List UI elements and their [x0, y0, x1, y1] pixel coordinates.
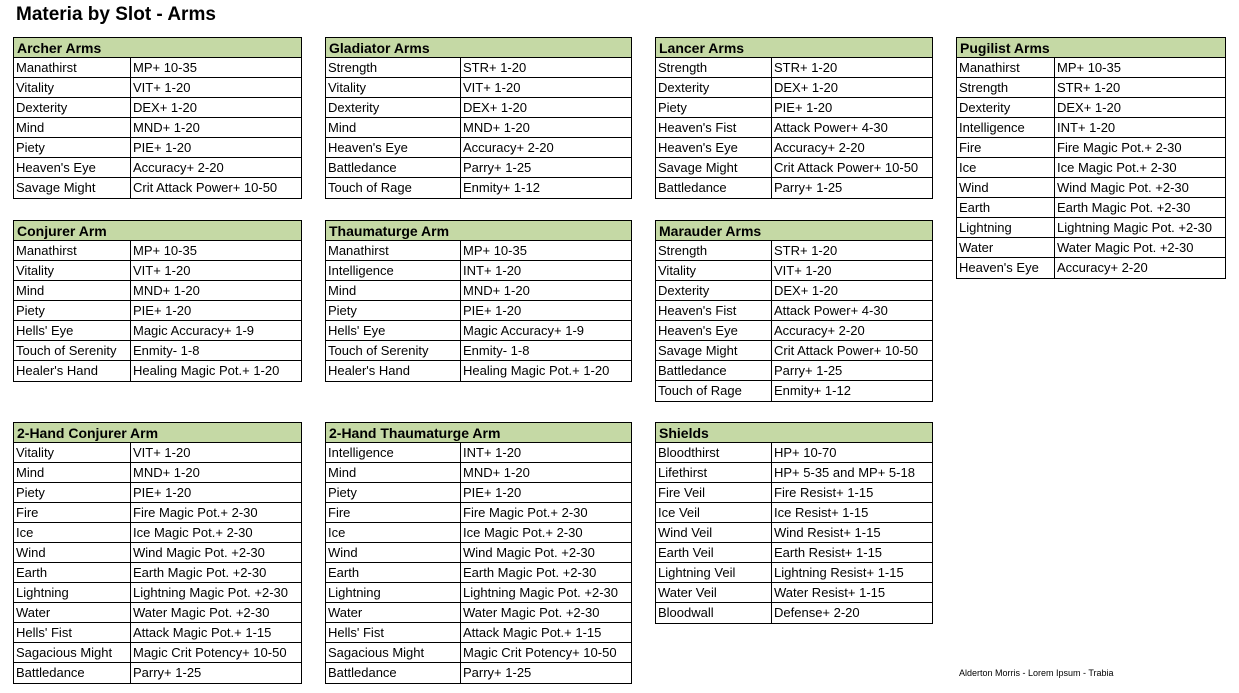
materia-effect: HP+ 5-35 and MP+ 5-18	[774, 465, 915, 480]
materia-effect: MND+ 1-20	[463, 465, 530, 480]
page-title: Materia by Slot - Arms	[16, 4, 216, 25]
materia-name: Piety	[326, 301, 461, 320]
materia-effect: INT+ 1-20	[1057, 120, 1116, 135]
materia-effect: INT+ 1-20	[463, 445, 522, 460]
materia-effect: PIE+ 1-20	[463, 303, 522, 318]
materia-effect: VIT+ 1-20	[133, 80, 191, 95]
materia-effect: Parry+ 1-25	[463, 160, 532, 175]
materia-effect: Lightning Magic Pot. +2-30	[463, 585, 619, 600]
table-row	[326, 58, 631, 78]
table-row	[957, 258, 1225, 278]
table-row	[656, 241, 932, 261]
materia-name: Lightning	[14, 583, 131, 602]
materia-name: Ice	[326, 523, 461, 542]
table-row	[656, 158, 932, 178]
materia-name: Wind	[957, 178, 1055, 197]
materia-name: Battledance	[14, 663, 131, 683]
materia-name: Water	[957, 238, 1055, 257]
table-row	[326, 98, 631, 118]
materia-effect: Magic Crit Potency+ 10-50	[133, 645, 287, 660]
materia-name: Mind	[14, 281, 131, 300]
table-row	[656, 483, 932, 503]
materia-effect: MP+ 10-35	[1057, 60, 1121, 75]
table-row	[656, 381, 932, 401]
materia-name: Battledance	[326, 158, 461, 177]
materia-name: Piety	[14, 138, 131, 157]
materia-name: Fire Veil	[656, 483, 772, 502]
table-row	[14, 463, 301, 483]
table-row	[326, 563, 631, 583]
materia-effect: Parry+ 1-25	[133, 665, 202, 680]
table-row	[14, 523, 301, 543]
table-row	[957, 178, 1225, 198]
table-row	[656, 261, 932, 281]
materia-effect: Magic Crit Potency+ 10-50	[463, 645, 617, 660]
credit-text: Alderton Morris - Lorem Ipsum - Trabia	[959, 668, 1114, 678]
materia-name: Fire	[957, 138, 1055, 157]
table-row	[326, 663, 631, 683]
table-row	[326, 138, 631, 158]
table-pugilist-arms	[956, 37, 1226, 279]
materia-effect: Earth Resist+ 1-15	[774, 545, 883, 560]
materia-effect: MP+ 10-35	[133, 60, 197, 75]
table-row	[656, 178, 932, 198]
materia-name: Heaven's Eye	[656, 138, 772, 157]
materia-name: Vitality	[656, 261, 772, 280]
materia-name: Earth	[957, 198, 1055, 217]
table-row	[656, 543, 932, 563]
materia-effect: PIE+ 1-20	[133, 303, 192, 318]
table-row	[957, 218, 1225, 238]
table-row	[656, 78, 932, 98]
table-row	[326, 78, 631, 98]
materia-name: Mind	[326, 118, 461, 137]
materia-effect: STR+ 1-20	[774, 60, 838, 75]
materia-effect: DEX+ 1-20	[774, 80, 838, 95]
materia-effect: STR+ 1-20	[463, 60, 527, 75]
materia-effect: VIT+ 1-20	[463, 80, 521, 95]
materia-effect: Earth Magic Pot. +2-30	[463, 565, 597, 580]
table-archer-arms	[13, 37, 302, 199]
materia-name: Heaven's Eye	[957, 258, 1055, 278]
table-conjurer-arm	[13, 220, 302, 382]
materia-effect: Magic Accuracy+ 1-9	[133, 323, 255, 338]
materia-name: Touch of Rage	[326, 178, 461, 198]
table-row	[957, 198, 1225, 218]
table-row	[656, 118, 932, 138]
materia-effect: Wind Resist+ 1-15	[774, 525, 881, 540]
table-row	[957, 118, 1225, 138]
materia-effect: VIT+ 1-20	[774, 263, 832, 278]
materia-effect: DEX+ 1-20	[463, 100, 527, 115]
materia-name: Vitality	[14, 443, 131, 462]
table-row	[656, 463, 932, 483]
table-row	[14, 301, 301, 321]
table-row	[957, 78, 1225, 98]
materia-name: Lightning	[326, 583, 461, 602]
materia-name: Earth	[14, 563, 131, 582]
materia-effect: Healing Magic Pot.+ 1-20	[133, 363, 280, 378]
materia-name: Heaven's Eye	[326, 138, 461, 157]
table-row	[326, 361, 631, 381]
materia-effect: Earth Magic Pot. +2-30	[1057, 200, 1191, 215]
materia-effect: Water Magic Pot. +2-30	[463, 605, 600, 620]
table-row	[326, 281, 631, 301]
materia-name: Water	[14, 603, 131, 622]
table-row	[656, 341, 932, 361]
table-row	[326, 443, 631, 463]
table-row	[14, 361, 301, 381]
table-2-hand-conjurer-arm	[13, 422, 302, 684]
table-row	[326, 178, 631, 198]
table-row	[656, 443, 932, 463]
materia-name: Battledance	[656, 361, 772, 380]
table-row	[656, 301, 932, 321]
materia-name: Water	[326, 603, 461, 622]
materia-name: Healer's Hand	[14, 361, 131, 381]
materia-effect: MND+ 1-20	[133, 283, 200, 298]
table-row	[14, 178, 301, 198]
table-row	[326, 158, 631, 178]
table-row	[326, 623, 631, 643]
table-row	[656, 503, 932, 523]
table-row	[14, 78, 301, 98]
materia-name: Piety	[14, 483, 131, 502]
materia-effect: Parry+ 1-25	[774, 363, 843, 378]
materia-effect: MP+ 10-35	[463, 243, 527, 258]
table-header: 2-Hand Conjurer Arm	[14, 423, 301, 443]
materia-effect: Fire Resist+ 1-15	[774, 485, 874, 500]
table-row	[14, 663, 301, 683]
materia-name: Hells' Eye	[14, 321, 131, 340]
materia-effect: Water Resist+ 1-15	[774, 585, 886, 600]
materia-name: Lightning	[957, 218, 1055, 237]
table-row	[14, 503, 301, 523]
materia-name: Mind	[14, 118, 131, 137]
materia-name: Earth	[326, 563, 461, 582]
materia-effect: PIE+ 1-20	[774, 100, 833, 115]
table-row	[14, 563, 301, 583]
materia-name: Piety	[326, 483, 461, 502]
table-row	[14, 623, 301, 643]
materia-name: Lifethirst	[656, 463, 772, 482]
table-row	[326, 341, 631, 361]
materia-effect: Fire Magic Pot.+ 2-30	[133, 505, 258, 520]
materia-effect: Accuracy+ 2-20	[774, 323, 865, 338]
table-row	[656, 361, 932, 381]
table-row	[656, 583, 932, 603]
materia-name: Hells' Fist	[326, 623, 461, 642]
materia-name: Ice	[957, 158, 1055, 177]
table-header: Gladiator Arms	[326, 38, 631, 58]
materia-effect: Attack Magic Pot.+ 1-15	[463, 625, 602, 640]
materia-effect: Enmity- 1-8	[463, 343, 530, 358]
table-header: Thaumaturge Arm	[326, 221, 631, 241]
table-row	[656, 523, 932, 543]
materia-name: Bloodwall	[656, 603, 772, 623]
table-row	[14, 483, 301, 503]
table-marauder-arms	[655, 220, 933, 402]
materia-effect: Accuracy+ 2-20	[774, 140, 865, 155]
materia-name: Wind Veil	[656, 523, 772, 542]
table-2-hand-thaumaturge-arm	[325, 422, 632, 684]
table-gladiator-arms	[325, 37, 632, 199]
materia-effect: Accuracy+ 2-20	[1057, 260, 1148, 275]
table-thaumaturge-arm	[325, 220, 632, 382]
table-row	[14, 603, 301, 623]
table-header: Shields	[656, 423, 932, 443]
materia-effect: Earth Magic Pot. +2-30	[133, 565, 267, 580]
materia-effect: Defense+ 2-20	[774, 605, 860, 620]
materia-name: Wind	[14, 543, 131, 562]
table-row	[326, 118, 631, 138]
materia-effect: STR+ 1-20	[774, 243, 838, 258]
table-row	[14, 58, 301, 78]
table-header: Archer Arms	[14, 38, 301, 58]
materia-effect: Fire Magic Pot.+ 2-30	[1057, 140, 1182, 155]
table-row	[326, 463, 631, 483]
materia-effect: Attack Magic Pot.+ 1-15	[133, 625, 272, 640]
table-header: Conjurer Arm	[14, 221, 301, 241]
table-row	[14, 281, 301, 301]
materia-effect: Healing Magic Pot.+ 1-20	[463, 363, 610, 378]
materia-name: Strength	[656, 58, 772, 77]
materia-effect: Attack Power+ 4-30	[774, 303, 888, 318]
materia-effect: Parry+ 1-25	[774, 180, 843, 195]
materia-effect: Lightning Magic Pot. +2-30	[133, 585, 289, 600]
table-row	[656, 281, 932, 301]
materia-name: Strength	[656, 241, 772, 260]
table-row	[656, 98, 932, 118]
table-row	[957, 158, 1225, 178]
materia-effect: Enmity+ 1-12	[774, 383, 851, 398]
table-header: Marauder Arms	[656, 221, 932, 241]
materia-name: Manathirst	[14, 58, 131, 77]
table-row	[957, 98, 1225, 118]
materia-effect: Wind Magic Pot. +2-30	[463, 545, 595, 560]
materia-name: Manathirst	[957, 58, 1055, 77]
materia-effect: DEX+ 1-20	[774, 283, 838, 298]
materia-effect: Attack Power+ 4-30	[774, 120, 888, 135]
table-row	[326, 603, 631, 623]
table-row	[326, 523, 631, 543]
materia-effect: Magic Accuracy+ 1-9	[463, 323, 585, 338]
materia-effect: Water Magic Pot. +2-30	[1057, 240, 1194, 255]
materia-effect: Lightning Magic Pot. +2-30	[1057, 220, 1213, 235]
materia-effect: MND+ 1-20	[133, 465, 200, 480]
materia-effect: Ice Magic Pot.+ 2-30	[1057, 160, 1177, 175]
materia-effect: STR+ 1-20	[1057, 80, 1121, 95]
table-row	[326, 301, 631, 321]
materia-effect: MND+ 1-20	[463, 283, 530, 298]
materia-effect: MND+ 1-20	[463, 120, 530, 135]
table-row	[326, 583, 631, 603]
materia-name: Heaven's Fist	[656, 301, 772, 320]
materia-name: Healer's Hand	[326, 361, 461, 381]
materia-name: Wind	[326, 543, 461, 562]
table-row	[326, 643, 631, 663]
materia-name: Strength	[326, 58, 461, 77]
table-row	[656, 138, 932, 158]
materia-name: Piety	[14, 301, 131, 320]
materia-effect: HP+ 10-70	[774, 445, 837, 460]
table-row	[14, 118, 301, 138]
materia-effect: Enmity+ 1-12	[463, 180, 540, 195]
materia-effect: DEX+ 1-20	[1057, 100, 1121, 115]
materia-name: Dexterity	[656, 78, 772, 97]
materia-effect: Lightning Resist+ 1-15	[774, 565, 904, 580]
materia-effect: Crit Attack Power+ 10-50	[774, 160, 919, 175]
materia-name: Mind	[14, 463, 131, 482]
materia-name: Heaven's Fist	[656, 118, 772, 137]
table-row	[957, 138, 1225, 158]
materia-name: Savage Might	[14, 178, 131, 198]
materia-name: Dexterity	[326, 98, 461, 117]
table-row	[14, 138, 301, 158]
table-row	[326, 483, 631, 503]
materia-name: Ice	[14, 523, 131, 542]
materia-name: Mind	[326, 463, 461, 482]
materia-name: Intelligence	[326, 261, 461, 280]
materia-effect: VIT+ 1-20	[133, 263, 191, 278]
materia-effect: Parry+ 1-25	[463, 665, 532, 680]
materia-name: Battledance	[326, 663, 461, 683]
materia-name: Manathirst	[14, 241, 131, 260]
materia-name: Hells' Eye	[326, 321, 461, 340]
materia-effect: Crit Attack Power+ 10-50	[774, 343, 919, 358]
table-row	[326, 543, 631, 563]
materia-effect: Wind Magic Pot. +2-30	[133, 545, 265, 560]
materia-effect: Accuracy+ 2-20	[133, 160, 224, 175]
materia-effect: Fire Magic Pot.+ 2-30	[463, 505, 588, 520]
materia-effect: Ice Magic Pot.+ 2-30	[133, 525, 253, 540]
materia-effect: Crit Attack Power+ 10-50	[133, 180, 278, 195]
materia-name: Strength	[957, 78, 1055, 97]
materia-effect: Accuracy+ 2-20	[463, 140, 554, 155]
materia-effect: DEX+ 1-20	[133, 100, 197, 115]
materia-name: Lightning Veil	[656, 563, 772, 582]
materia-name: Hells' Fist	[14, 623, 131, 642]
table-row	[326, 241, 631, 261]
materia-effect: PIE+ 1-20	[133, 140, 192, 155]
table-header: Lancer Arms	[656, 38, 932, 58]
materia-name: Sagacious Might	[14, 643, 131, 662]
materia-name: Touch of Serenity	[326, 341, 461, 360]
table-row	[14, 341, 301, 361]
materia-name: Sagacious Might	[326, 643, 461, 662]
materia-effect: MND+ 1-20	[133, 120, 200, 135]
materia-name: Earth Veil	[656, 543, 772, 562]
materia-effect: PIE+ 1-20	[133, 485, 192, 500]
table-row	[14, 158, 301, 178]
materia-name: Dexterity	[656, 281, 772, 300]
materia-name: Battledance	[656, 178, 772, 198]
materia-name: Vitality	[14, 261, 131, 280]
table-row	[326, 503, 631, 523]
materia-effect: MP+ 10-35	[133, 243, 197, 258]
table-row	[656, 563, 932, 583]
materia-effect: Enmity- 1-8	[133, 343, 200, 358]
table-row	[326, 261, 631, 281]
table-header: Pugilist Arms	[957, 38, 1225, 58]
materia-effect: VIT+ 1-20	[133, 445, 191, 460]
table-row	[14, 543, 301, 563]
table-row	[14, 98, 301, 118]
materia-effect: Ice Resist+ 1-15	[774, 505, 869, 520]
table-row	[656, 321, 932, 341]
table-row	[656, 58, 932, 78]
materia-name: Touch of Serenity	[14, 341, 131, 360]
table-lancer-arms	[655, 37, 933, 199]
materia-name: Water Veil	[656, 583, 772, 602]
table-header: 2-Hand Thaumaturge Arm	[326, 423, 631, 443]
materia-name: Manathirst	[326, 241, 461, 260]
materia-name: Dexterity	[14, 98, 131, 117]
table-row	[14, 643, 301, 663]
materia-name: Mind	[326, 281, 461, 300]
materia-name: Vitality	[14, 78, 131, 97]
table-row	[326, 321, 631, 341]
materia-effect: INT+ 1-20	[463, 263, 522, 278]
table-row	[14, 241, 301, 261]
table-row	[14, 261, 301, 281]
table-shields	[655, 422, 933, 624]
materia-effect: Ice Magic Pot.+ 2-30	[463, 525, 583, 540]
materia-name: Bloodthirst	[656, 443, 772, 462]
materia-name: Fire	[326, 503, 461, 522]
materia-name: Savage Might	[656, 341, 772, 360]
materia-name: Dexterity	[957, 98, 1055, 117]
materia-name: Ice Veil	[656, 503, 772, 522]
materia-name: Fire	[14, 503, 131, 522]
table-row	[656, 603, 932, 623]
table-row	[14, 321, 301, 341]
materia-effect: Wind Magic Pot. +2-30	[1057, 180, 1189, 195]
materia-effect: PIE+ 1-20	[463, 485, 522, 500]
table-row	[957, 238, 1225, 258]
materia-name: Heaven's Eye	[14, 158, 131, 177]
table-row	[957, 58, 1225, 78]
materia-name: Intelligence	[957, 118, 1055, 137]
table-row	[14, 443, 301, 463]
materia-name: Piety	[656, 98, 772, 117]
materia-name: Heaven's Eye	[656, 321, 772, 340]
materia-name: Vitality	[326, 78, 461, 97]
materia-name: Savage Might	[656, 158, 772, 177]
materia-effect: Water Magic Pot. +2-30	[133, 605, 270, 620]
materia-name: Intelligence	[326, 443, 461, 462]
table-row	[14, 583, 301, 603]
materia-name: Touch of Rage	[656, 381, 772, 401]
